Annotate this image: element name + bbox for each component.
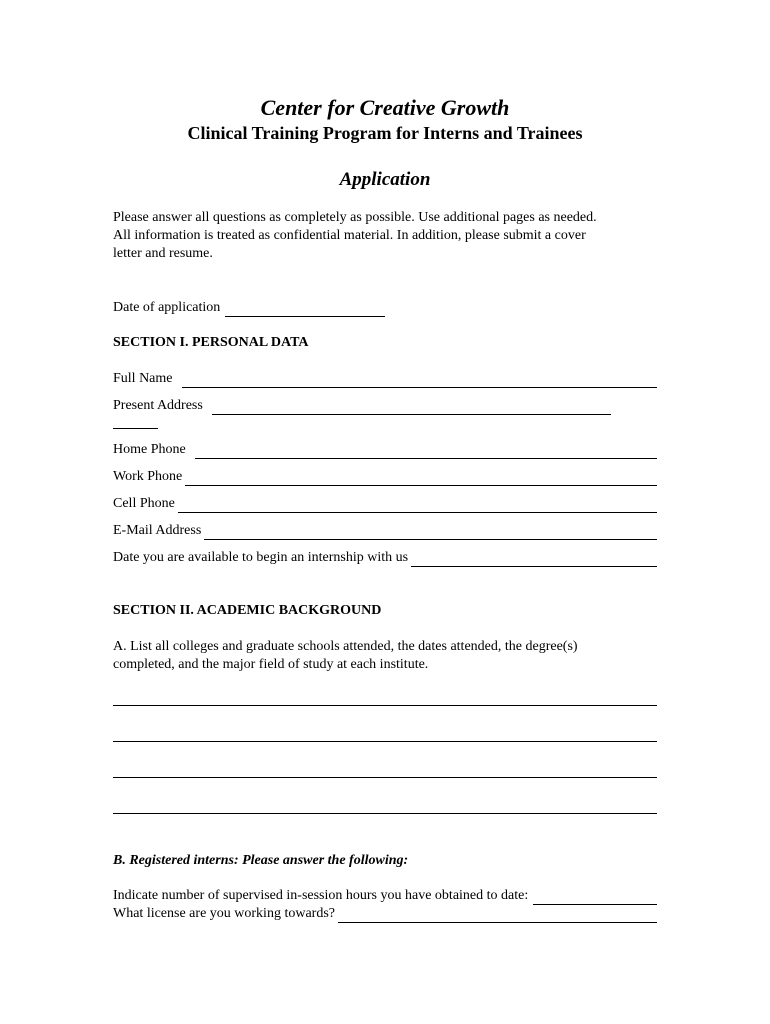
home-phone-label: Home Phone (113, 442, 186, 457)
supervised-hours-label: Indicate number of supervised in-session hours you have obtained to date: (113, 888, 529, 903)
home-phone-field[interactable] (195, 444, 657, 459)
intro-line: All information is treated as confidential material. In addition, please submit a cover (113, 228, 586, 243)
supervised-hours-row (113, 887, 657, 905)
work-phone-label: Work Phone (113, 469, 183, 484)
available-date-row (113, 549, 657, 567)
form-title: Application (339, 169, 431, 190)
work-phone-row (113, 468, 657, 486)
academic-answer-line[interactable] (113, 705, 657, 706)
date-of-application-row (113, 299, 385, 317)
work-phone-field[interactable] (185, 471, 657, 486)
program-title: Clinical Training Program for Interns and Trainees (187, 123, 583, 143)
available-date-field[interactable] (411, 552, 657, 567)
license-label: What license are you working towards? (113, 906, 335, 921)
academic-answer-line[interactable] (113, 777, 657, 778)
email-row (113, 522, 657, 540)
cell-phone-row (113, 495, 657, 513)
full-name-field[interactable] (182, 373, 658, 388)
section-2b-heading: B. Registered interns: Please answer the following: (113, 853, 409, 868)
available-date-label: Date you are available to begin an internship with us (113, 550, 409, 565)
intro-line: letter and resume. (113, 246, 213, 261)
license-field[interactable] (338, 908, 657, 923)
academic-answer-line[interactable] (113, 813, 657, 814)
present-address-row (113, 397, 611, 415)
full-name-row (113, 370, 657, 388)
supervised-hours-field[interactable] (533, 890, 657, 905)
email-field[interactable] (204, 525, 657, 540)
academic-answer-line[interactable] (113, 741, 657, 742)
org-title: Center for Creative Growth (260, 95, 510, 120)
intro-line: Please answer all questions as completely as possible. Use additional pages as needed. (113, 210, 597, 225)
section-1-heading: SECTION I. PERSONAL DATA (113, 335, 309, 350)
date-of-application-label: Date of application (113, 300, 221, 315)
present-address-field[interactable] (212, 400, 611, 415)
section-2a-line: completed, and the major field of study at each institute. (113, 657, 429, 672)
present-address-label: Present Address (113, 398, 203, 413)
present-address-continuation-field[interactable] (113, 428, 158, 429)
section-2-heading: SECTION II. ACADEMIC BACKGROUND (113, 603, 382, 618)
cell-phone-field[interactable] (178, 498, 657, 513)
cell-phone-label: Cell Phone (113, 496, 175, 511)
email-label: E-Mail Address (113, 523, 202, 538)
date-of-application-field[interactable] (225, 302, 385, 317)
license-row (113, 905, 657, 923)
home-phone-row (113, 441, 657, 459)
section-2a-line: A. List all colleges and graduate schools attended, the dates attended, the degree(s) (113, 639, 578, 654)
full-name-label: Full Name (113, 371, 173, 386)
section-2a-instructions (113, 638, 658, 674)
intro-paragraph (113, 209, 658, 263)
